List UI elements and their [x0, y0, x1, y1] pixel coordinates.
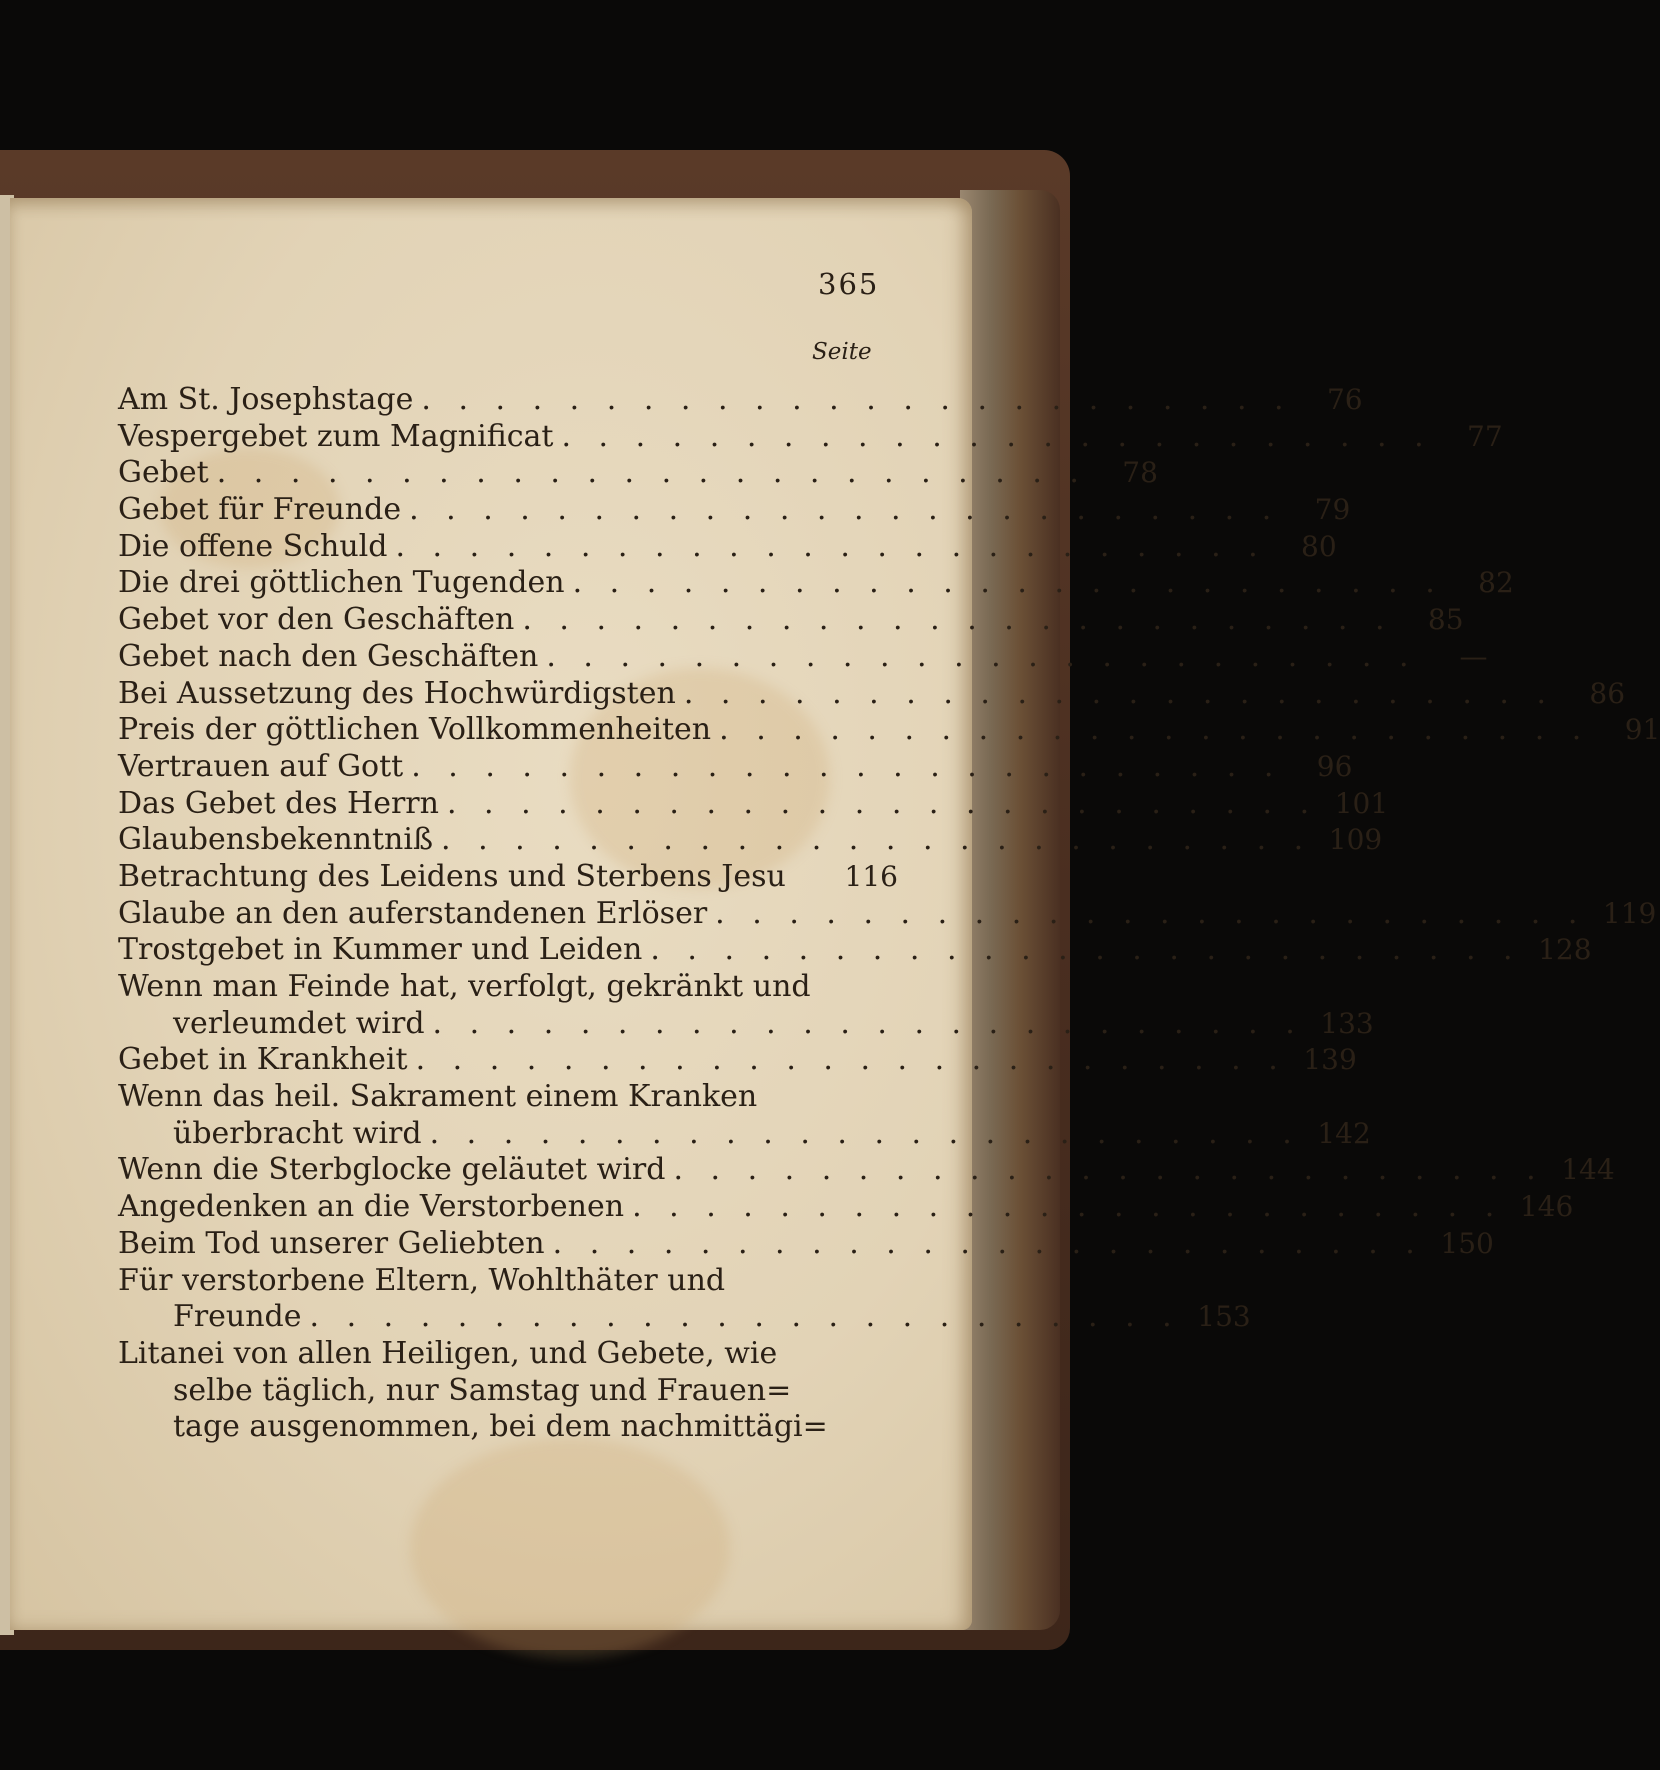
- dot-leader: . . . . . . . . . . . . . . . . . . . . . . . .: [719, 712, 1591, 748]
- toc-entry: [118, 748, 1353, 786]
- dot-leader: . . . . . . . . . . . . . . . . . . . . . . . .: [650, 932, 1522, 968]
- toc-entry-title: Trostgebet in Kummer und Leiden: [118, 932, 643, 968]
- toc-entry-title: Betrachtung des Leidens und Sterbens Jesu: [118, 858, 786, 894]
- toc-entry: [118, 1079, 1371, 1152]
- dot-leader: . . . . . . . . . . . . . . . . . . . . . . . .: [309, 1299, 1181, 1335]
- dot-leader: . . . . . . . . . . . . . . . . . . . . . . . .: [429, 1115, 1301, 1151]
- toc-entry-title: Wenn das heil. Sakrament einem Kranken: [118, 1079, 758, 1115]
- toc-entry-title: Bei Aussetzung des Hochwürdigsten: [118, 675, 676, 711]
- toc-entry-title: Gebet für Freunde: [118, 492, 402, 528]
- page-column-header: Seite: [812, 339, 872, 365]
- toc-entry-title: verleumdet wird: [173, 1005, 425, 1041]
- toc-line: [118, 602, 1464, 639]
- toc-entry-title: Angedenken an die Verstorbenen: [118, 1189, 625, 1225]
- toc-entry-title: Gebet: [118, 455, 209, 491]
- dot-leader: . . . . . . . . . . . . . . . . . . . . . . . .: [522, 602, 1394, 638]
- toc-entry-page: 78: [1122, 456, 1158, 490]
- toc-line: [118, 1299, 1251, 1336]
- toc-entry-title: Vespergebet zum Magnificat: [118, 418, 554, 454]
- toc-entry-title: Wenn die Sterbglocke geläutet wird: [118, 1152, 666, 1188]
- toc-line: [118, 382, 1363, 419]
- toc-entry-title: Gebet in Krankheit: [118, 1042, 408, 1078]
- toc-entry-title: Freunde: [173, 1299, 302, 1335]
- toc-entry-page: 85: [1427, 603, 1464, 637]
- toc-entry-page: 150: [1440, 1226, 1494, 1260]
- toc-entry-title: Preis der göttlichen Vollkommenheiten: [118, 712, 712, 748]
- toc-entry: [118, 382, 1363, 419]
- toc-entry-title: Gebet vor den Geschäften: [118, 602, 515, 638]
- dot-leader: . . . . . . . . . . . . . . . . . . . . . . . .: [683, 675, 1556, 711]
- toc-entry-page: 116: [844, 859, 898, 893]
- dot-leader: . . . . . . . . . . . . . . . . . . . . . . . .: [673, 1152, 1545, 1188]
- toc-line: [118, 859, 898, 896]
- toc-entry: [118, 418, 1503, 456]
- toc-line: [118, 455, 1158, 492]
- toc-entry-page: 146: [1519, 1190, 1574, 1224]
- toc-line: [118, 785, 1389, 823]
- toc-entry: [118, 859, 898, 896]
- toc-entry-page: 76: [1326, 383, 1363, 416]
- toc-line: [118, 1409, 898, 1446]
- toc-line: [118, 895, 1657, 933]
- toc-line: [118, 638, 1488, 676]
- page-number: 365: [818, 267, 880, 301]
- toc-entry: [118, 1189, 1574, 1226]
- toc-entry: [118, 455, 1158, 492]
- toc-entry: [118, 492, 1351, 529]
- toc-entry-page: 139: [1303, 1043, 1357, 1077]
- toc-line: [118, 492, 1351, 529]
- toc-entry-title: Am St. Josephstage: [118, 382, 414, 417]
- dot-leader: . . . . . . . . . . . . . . . . . . . . . . . .: [561, 418, 1433, 454]
- toc-line: [118, 712, 1660, 749]
- toc-entry-page: 133: [1320, 1006, 1374, 1040]
- toc-entry-page: 77: [1467, 419, 1503, 453]
- toc-line: [118, 1225, 1494, 1263]
- toc-entry-page: 79: [1314, 493, 1351, 527]
- toc-entry-page: 128: [1538, 933, 1592, 967]
- toc-entry-title: überbracht wird: [173, 1115, 422, 1151]
- toc-entry-page: 82: [1478, 566, 1514, 600]
- toc-entry-page: 119: [1602, 896, 1657, 930]
- toc-line: [118, 748, 1353, 786]
- dot-leader: . . . . . . . . . . . . . . . . . . . . . . . .: [552, 1225, 1424, 1261]
- toc-line: [118, 1373, 898, 1410]
- toc-entry-title: selbe täglich, nur Samstag und Frauen=: [173, 1372, 792, 1408]
- toc-entry: [118, 785, 1389, 823]
- dot-leader: . . . . . . . . . . . . . . . . . . . . . . . .: [572, 565, 1444, 601]
- toc-entry-title: Für verstorbene Eltern, Wohlthäter und: [118, 1262, 726, 1298]
- toc-line: [118, 1042, 1357, 1079]
- dot-leader: . . . . . . . . . . . . . . . . . . . . . . . .: [216, 455, 1088, 491]
- toc-entry-title: Glaubensbekenntniß: [118, 822, 433, 858]
- toc-entry-page: 86: [1589, 676, 1626, 710]
- toc-entry-title: Die drei göttlichen Tugenden: [118, 565, 565, 601]
- toc-entry-page: —: [1459, 639, 1488, 673]
- toc-entry: [118, 602, 1464, 639]
- toc-entry-page: 91: [1624, 713, 1660, 747]
- toc-line: [118, 1189, 1574, 1226]
- toc-entry: [118, 1336, 898, 1446]
- toc-line: [118, 1336, 898, 1373]
- toc-entry-page: 101: [1334, 786, 1389, 820]
- toc-entry: [118, 1225, 1494, 1263]
- toc-entry-title: Die offene Schuld: [118, 528, 388, 564]
- toc-line: [118, 1005, 1374, 1043]
- toc-entry-title: Wenn man Feinde hat, verfolgt, gekränkt und: [118, 969, 811, 1004]
- toc-entry-page: 144: [1561, 1153, 1615, 1187]
- toc-line: [118, 675, 1626, 713]
- table-of-contents: [118, 382, 1660, 1446]
- dot-leader: . . . . . . . . . . . . . . . . . . . . . . . .: [632, 1189, 1504, 1225]
- toc-line: [118, 418, 1503, 456]
- toc-line: [118, 565, 1514, 602]
- toc-entry-title: Litanei von allen Heiligen, und Gebete, wie: [118, 1335, 778, 1371]
- dot-leader: . . . . . . . . . . . . . . . . . . . . . . . .: [395, 528, 1267, 564]
- toc-line: [118, 969, 898, 1006]
- toc-entry: [118, 1262, 1251, 1336]
- toc-entry: [118, 932, 1592, 969]
- toc-entry: [118, 1042, 1357, 1079]
- toc-line: [118, 1152, 1615, 1189]
- toc-entry-title: Gebet nach den Geschäften: [118, 638, 539, 674]
- toc-line: [118, 1079, 898, 1116]
- toc-entry-page: 142: [1317, 1116, 1371, 1150]
- toc-entry: [118, 1152, 1615, 1189]
- dot-leader: . . . . . . . . . . . . . . . . . . . . . . . .: [421, 382, 1293, 417]
- dot-leader: . . . . . . . . . . . . . . . . . . . . . . . .: [441, 822, 1313, 858]
- dot-leader: . . . . . . . . . . . . . . . . . . . . . . . .: [415, 1042, 1287, 1078]
- toc-line: [118, 932, 1592, 969]
- toc-entry: [118, 969, 1374, 1042]
- toc-entry: [118, 895, 1657, 933]
- dot-leader: . . . . . . . . . . . . . . . . . . . . . . . .: [546, 638, 1418, 674]
- dot-leader: . . . . . . . . . . . . . . . . . . . . . . . .: [411, 748, 1283, 784]
- toc-entry: [118, 565, 1514, 602]
- toc-entry: [118, 638, 1488, 676]
- toc-line: [118, 822, 1383, 859]
- toc-entry-title: Beim Tod unserer Geliebten: [118, 1225, 545, 1261]
- toc-entry: [118, 712, 1660, 749]
- toc-entry: [118, 675, 1626, 713]
- toc-entry-page: 80: [1301, 529, 1337, 563]
- toc-line: [118, 1115, 1371, 1153]
- toc-entry-title: tage ausgenommen, bei dem nachmittägi=: [173, 1409, 828, 1445]
- toc-entry-page: 96: [1316, 749, 1353, 783]
- toc-entry: [118, 822, 1383, 859]
- dot-leader: . . . . . . . . . . . . . . . . . . . . . . . .: [715, 895, 1587, 931]
- toc-line: [118, 528, 1337, 566]
- toc-entry-page: 109: [1328, 823, 1383, 857]
- toc-entry: [118, 528, 1337, 566]
- water-stain: [410, 1438, 730, 1658]
- toc-line: [118, 1263, 898, 1300]
- toc-entry-title: Vertrauen auf Gott: [118, 748, 404, 784]
- dot-leader: . . . . . . . . . . . . . . . . . . . . . . . .: [409, 492, 1281, 528]
- toc-entry-title: Das Gebet des Herrn: [118, 785, 439, 821]
- toc-entry-page: 153: [1197, 1300, 1251, 1334]
- toc-entry-title: Glaube an den auferstandenen Erlöser: [118, 895, 708, 931]
- dot-leader: . . . . . . . . . . . . . . . . . . . . . . . .: [446, 785, 1319, 821]
- dot-leader: . . . . . . . . . . . . . . . . . . . . . . . .: [432, 1005, 1304, 1041]
